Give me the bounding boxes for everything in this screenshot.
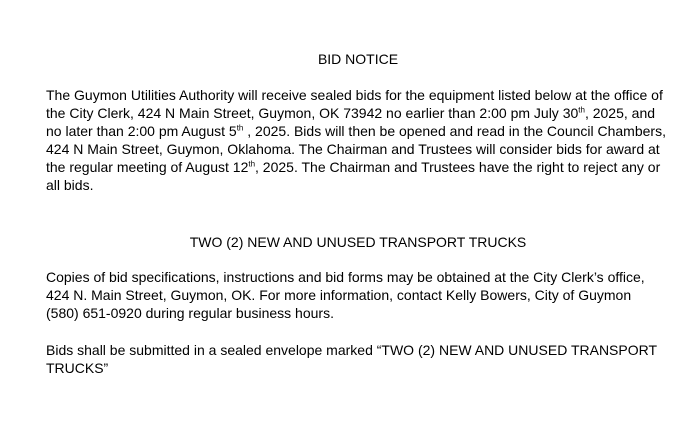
notice-title: BID NOTICE [317,51,399,67]
bid-details-paragraph [46,86,666,194]
bid-details-text-b: , 2025, and no later than 2:00 pm August 5 [46,105,656,139]
equipment-heading: TWO (2) NEW AND UNUSED TRANSPORT TRUCKS [189,234,527,250]
bid-details-text-c: , 2025. Bids will then be opened and read in the Council Chambers, 424 N Main Street, Guymon, Oklahoma. The Chairman and Trustees will consider bids for award at the regular meeting of August 12 [46,123,666,175]
ordinal-suffix-2: th [236,123,244,133]
ordinal-suffix-1: th [578,105,585,115]
ordinal-suffix-3: th [248,159,256,169]
specifications-paragraph: Copies of bid specifications, instructions and bid forms may be obtained at the City Clerk’s office, 424 N. Main Street, Guymon, OK. For more information, contact Kelly Bowers, City of Guymon (580) 651-0920 during regular business hours. [46,269,645,321]
bid-details-text-d: , 2025. The Chairman and Trustees have the right to reject any or all bids. [46,159,661,193]
bid-details-text-a: The Guymon Utilities Authority will receive sealed bids for the equipment listed below at the office of the City Clerk, 424 N Main Street, Guymon, OK 73942 no earlier than 2:00 pm July 30 [46,87,663,121]
submission-paragraph: Bids shall be submitted in a sealed envelope marked “TWO (2) NEW AND UNUSED TRANSPORT TRUCKS” [46,342,657,376]
